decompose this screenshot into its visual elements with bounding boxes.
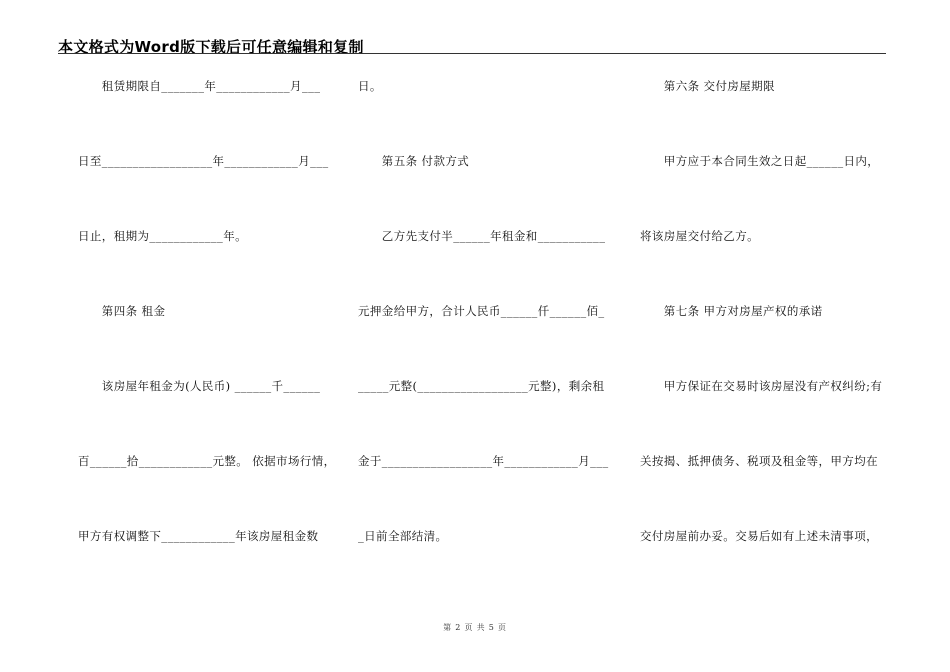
text-line: 关按揭、抵押债务、税项及租金等，甲方均在 [640, 454, 878, 468]
text-line: 该房屋年租金为(人民币) ______千______ [78, 379, 321, 393]
text-line: 百______拾____________元整。 依据市场行情， [78, 454, 336, 468]
section-heading: 第七条 甲方对房屋产权的承诺 [640, 304, 823, 318]
section-heading: 第六条 交付房屋期限 [640, 79, 775, 93]
text-line: 乙方先支付半______年租金和___________ [358, 229, 606, 243]
text-line: 交付房屋前办妥。交易后如有上述未清事项， [640, 529, 878, 543]
text-line: 租赁期限自_______年____________月___ [78, 79, 321, 93]
text-line: _____元整(__________________元整)，剩余租 [358, 379, 605, 393]
section-heading: 第五条 付款方式 [358, 154, 470, 168]
section-heading: 第四条 租金 [78, 304, 166, 318]
text-line: 将该房屋交付给乙方。 [640, 229, 759, 243]
text-line: 甲方保证在交易时该房屋没有产权纠纷;有 [640, 379, 883, 393]
text-column-left [78, 72, 336, 597]
text-line: 日。 [358, 79, 382, 93]
text-column-right [640, 72, 890, 597]
text-line: 日至__________________年____________月___ [78, 154, 329, 168]
text-line: 甲方应于本合同生效之日起______日内， [640, 154, 880, 168]
page-number-footer: 第 2 页 共 5 页 [443, 623, 507, 632]
text-line: _日前全部结清。 [358, 529, 448, 543]
text-column-middle [358, 72, 608, 597]
text-line: 甲方有权调整下____________年该房屋租金数 [78, 529, 319, 543]
text-line: 元押金给甲方，合计人民币______仟______佰_ [358, 304, 605, 318]
text-line: 金于__________________年____________月___ [358, 454, 609, 468]
header-divider [58, 53, 886, 54]
text-line: 日止，租期为____________年。 [78, 229, 247, 243]
document-header-title: 本文格式为Word版下载后可任意编辑和复制 [58, 38, 364, 56]
